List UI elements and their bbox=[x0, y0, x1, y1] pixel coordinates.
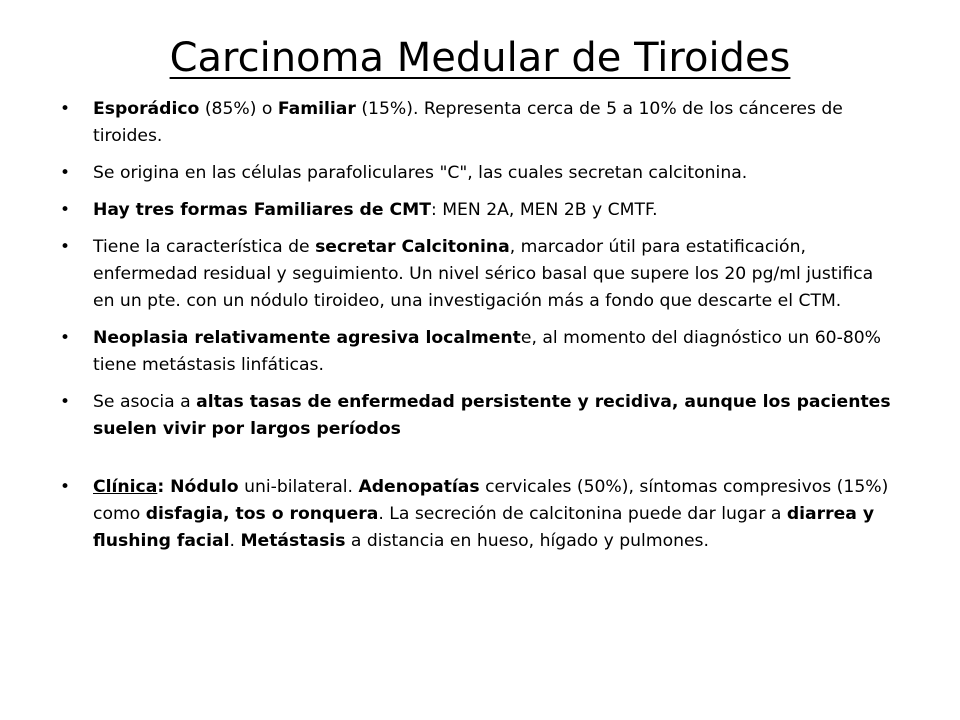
bullet-text-run: (15%). Representa cerca de 5 a 10% de los cánceres de tiroides. bbox=[93, 99, 843, 146]
bullet-marker: • bbox=[60, 392, 71, 412]
bullet-text-run: : bbox=[157, 477, 171, 497]
bullet-text-run: Hay tres formas Familiares de CMT bbox=[93, 200, 431, 220]
bullet-text-run: Se asocia a bbox=[93, 392, 197, 412]
bullet-text-run: : MEN 2A, MEN 2B y CMTF. bbox=[430, 200, 658, 220]
bullet-item bbox=[60, 160, 900, 187]
bullet-text-run: cervicales (50%), síntomas compresivos (15%) como bbox=[93, 477, 889, 524]
bullet-item bbox=[60, 234, 900, 315]
bullet-text-run: . La secreción de calcitonina puede dar lugar a bbox=[378, 504, 787, 524]
bullet-text-run: Clínica bbox=[93, 477, 158, 497]
slide-title: Carcinoma Medular de Tiroides bbox=[169, 35, 791, 81]
bullet-text-run: disfagia, tos o ronquera bbox=[145, 504, 379, 524]
bullet-item bbox=[60, 325, 900, 379]
bullet-text-run: Metástasis bbox=[240, 531, 346, 551]
bullet-text-run: altas tasas de enfermedad persistente y recidiva, aunque los pacientes suelen vivir por largos períodos bbox=[93, 392, 891, 439]
bullet-text-run: diarrea y flushing facial bbox=[93, 504, 875, 551]
bullet-text-run: Adenopatías bbox=[358, 477, 480, 497]
bullet-text-run: (85%) o bbox=[199, 99, 278, 119]
bullet-item bbox=[60, 197, 900, 224]
bullet-text-run: e, al momento del diagnóstico un 60-80% tiene metástasis linfáticas. bbox=[93, 328, 882, 375]
bullet-item bbox=[60, 389, 900, 443]
bullet-text-run: Neoplasia relativamente agresiva localment bbox=[93, 328, 521, 348]
bullet-text-run: Nódulo bbox=[170, 477, 239, 497]
bullet-text-run: . bbox=[229, 531, 241, 551]
bullet-text-run: Familiar bbox=[277, 99, 356, 119]
bullet-item bbox=[60, 474, 900, 555]
bullet-text-run: secretar Calcitonina bbox=[315, 237, 510, 257]
bullet-text-run: Se origina en las células parafoliculares "C", las cuales secretan calcitonina. bbox=[93, 163, 748, 183]
bullet-marker: • bbox=[60, 328, 71, 348]
bullet-marker: • bbox=[60, 99, 71, 119]
bullet-marker: • bbox=[60, 237, 71, 257]
bullet-list bbox=[60, 96, 900, 565]
bullet-text-run: Tiene la característica de bbox=[93, 237, 316, 257]
bullet-text-run: a distancia en hueso, hígado y pulmones. bbox=[345, 531, 709, 551]
bullet-text-run: Esporádico bbox=[93, 99, 200, 119]
bullet-marker: • bbox=[60, 200, 71, 220]
bullet-text-run: , marcador útil para estatificación, enfermedad residual y seguimiento. Un nivel sérico basal que supere los 20 pg/ml justifica en un pte. con un nódulo tiroideo, una investigación más a fondo que descarte el CTM. bbox=[93, 237, 874, 311]
bullet-marker: • bbox=[60, 163, 71, 183]
bullet-marker: • bbox=[60, 477, 71, 497]
bullet-text-run: uni-bilateral. bbox=[238, 477, 359, 497]
bullet-item bbox=[60, 96, 900, 150]
